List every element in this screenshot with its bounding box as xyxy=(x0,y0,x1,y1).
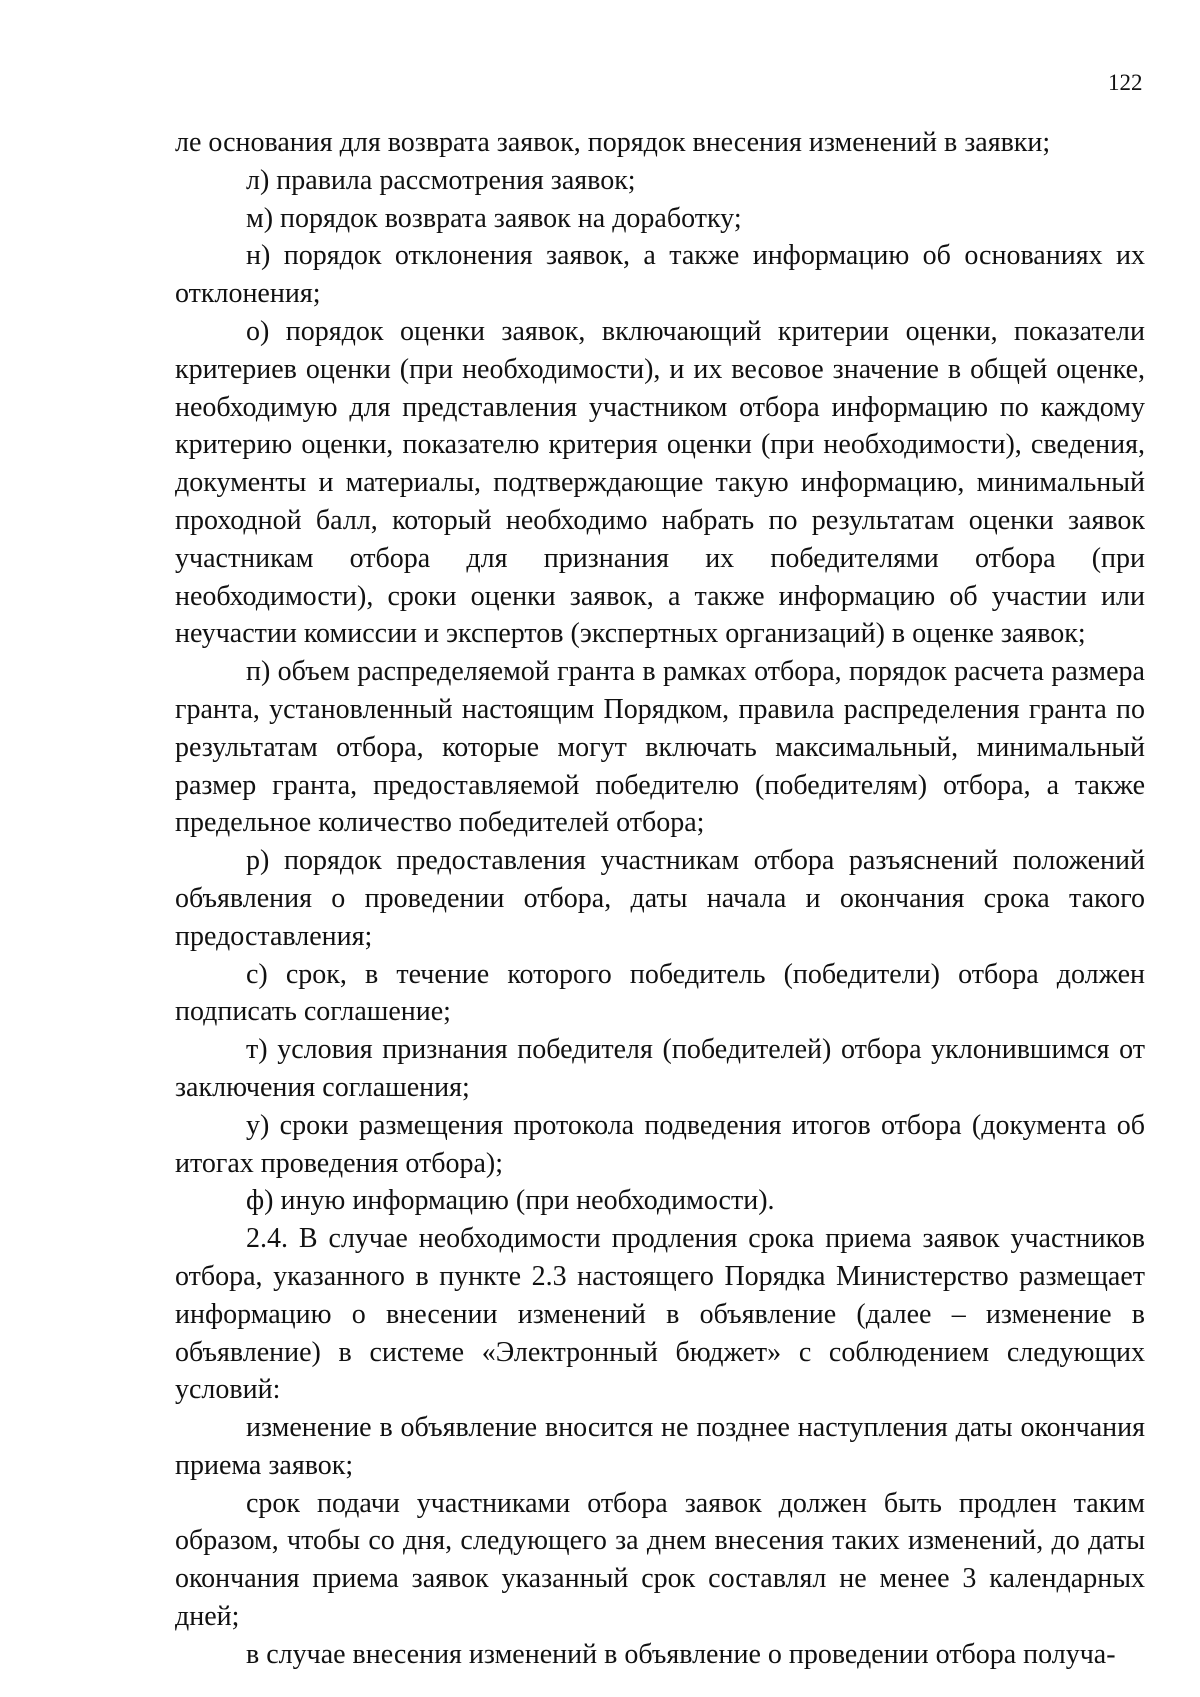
paragraph-u: у) сроки размещения протокола подведения итогов отбора (документа об итогах проведения отбора); xyxy=(175,1109,1145,1179)
paragraph-p: п) объем распределяемой гранта в рамках отбора, порядок расчета размера гранта, установленный настоящим Порядком, правила распределения гранта по результатам отбора, которые могут включать максимальный, минимальный размер гранта, предоставляемой победителю (победителям) отбора, а также предельное количество победителей отбора; xyxy=(175,656,1145,839)
condition-item: изменение в объявление вносится не позднее наступления даты окончания приема заявок; xyxy=(175,1412,1145,1481)
paragraph-m: м) порядок возврата заявок на доработку; xyxy=(246,202,742,234)
paragraph-o: о) порядок оценки заявок, включающий критерии оценки, показатели критериев оценки (при необходимости), и их весовое значение в общей оценке, необходимую для представления участником отбора информацию по каждому критерию оценки, показателю критерия оценки (при необходимости), сведения, документы и материалы, подтверждающие такую информацию, минимальный проходной балл, который необходимо набрать по результатам оценки заявок участникам отбора для признания их победителями отбора (при необходимости), сроки оценки заявок, а также информацию об участии или неучастии комиссии и экспертов (экспертных организаций) в оценке заявок; xyxy=(175,315,1145,650)
paragraph-r: р) порядок предоставления участникам отбора разъяснений положений объявления о проведении отбора, даты начала и окончания срока такого предоставления; xyxy=(175,845,1145,952)
paragraph-2-4: 2.4. В случае необходимости продления срока приема заявок участников отбора, указанного в пункте 2.3 настоящего Порядка Министерство размещает информацию о внесении изменений в объявление (далее – изменение в объявление) в системе «Электронный бюджет» с соблюдением следующих условий: xyxy=(175,1223,1145,1406)
page-number: 122 xyxy=(1108,70,1143,95)
paragraph-l: л) правила рассмотрения заявок; xyxy=(246,164,636,196)
condition-item: в случае внесения изменений в объявление о проведении отбора получа- xyxy=(246,1638,1116,1670)
paragraph-continuation: ле основания для возврата заявок, порядок внесения изменений в заявки; xyxy=(175,127,1051,158)
document-body xyxy=(175,124,1145,1674)
paragraph-t: т) условия признания победителя (победителей) отбора уклонившимся от заключения соглашения; xyxy=(175,1034,1145,1103)
paragraph-f: ф) иную информацию (при необходимости). xyxy=(246,1185,775,1217)
paragraph-s: с) срок, в течение которого победитель (победители) отбора должен подписать соглашение; xyxy=(175,958,1145,1028)
condition-item: срок подачи участниками отбора заявок должен быть продлен таким образом, чтобы со дня, следующего за днем внесения таких изменений, до даты окончания приема заявок указанный срок составлял не менее 3 календарных дней; xyxy=(175,1487,1145,1633)
paragraph-n: н) порядок отклонения заявок, а также информацию об основаниях их отклонения; xyxy=(175,240,1145,310)
